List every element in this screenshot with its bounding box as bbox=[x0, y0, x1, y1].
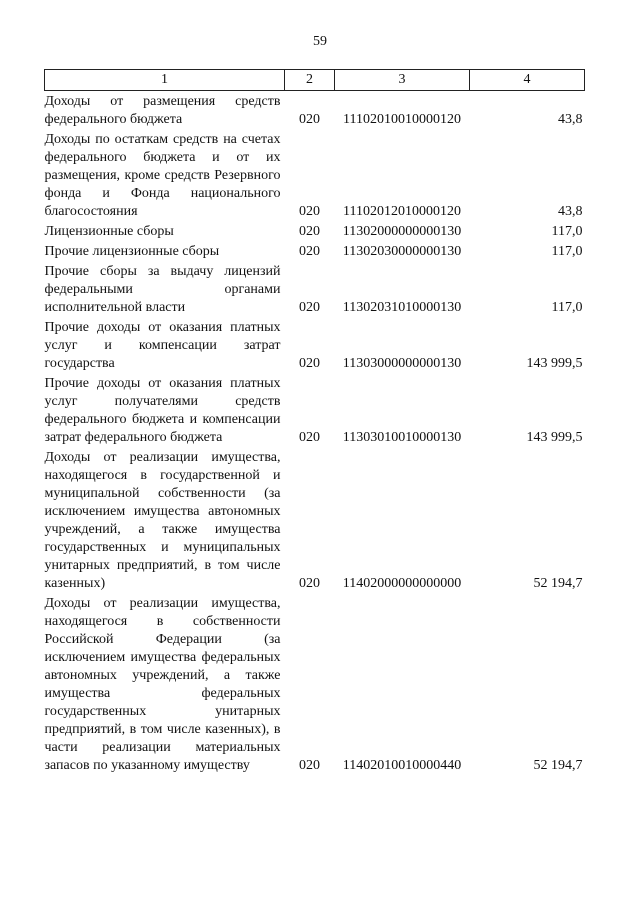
budget-classification-code: 11302030000000130 bbox=[342, 244, 462, 259]
admin-code: 020 bbox=[299, 112, 320, 127]
amount-value: 117,0 bbox=[551, 224, 583, 239]
header-col-2: 2 bbox=[285, 70, 335, 91]
amount-value: 117,0 bbox=[551, 244, 583, 259]
page-number: 59 bbox=[313, 34, 327, 49]
revenue-name: Доходы от реализации имущества, находящегося в государственной и муниципальной собственности (за исключением имущества автономных учреждений, а также имущества государственных и муниципальных унитарных предприятий, в том числе казенных) bbox=[44, 450, 281, 591]
revenue-name: Доходы по остаткам средств на счетах федерального бюджета и от их размещения, кроме средств Резервного фонда и Фонда национального благосостояния bbox=[44, 132, 281, 219]
admin-code: 020 bbox=[299, 576, 320, 591]
table-row bbox=[45, 373, 585, 447]
budget-classification-code: 11302000000000130 bbox=[342, 224, 462, 239]
header-col-3: 3 bbox=[335, 70, 470, 91]
amount-value: 43,8 bbox=[558, 204, 583, 219]
admin-code: 020 bbox=[299, 758, 320, 773]
admin-code: 020 bbox=[299, 204, 320, 219]
revenue-name: Прочие доходы от оказания платных услуг и компенсации затрат государства bbox=[44, 320, 281, 371]
amount-value: 52 194,7 bbox=[533, 576, 583, 591]
table-row bbox=[45, 221, 585, 241]
admin-code: 020 bbox=[299, 356, 320, 371]
revenue-name: Доходы от реализации имущества, находящегося в собственности Российской Федерации (за исключением имущества федеральных автономных учреждений, а также имущества федеральных государственных унитарных предприятий, в том числе казенных), в части реализации материальных запасов по указанному имуществу bbox=[44, 596, 281, 773]
revenue-name: Прочие сборы за выдачу лицензий федеральными органами исполнительной власти bbox=[44, 264, 281, 315]
admin-code: 020 bbox=[299, 430, 320, 445]
table-row bbox=[45, 317, 585, 373]
budget-classification-code: 11303000000000130 bbox=[342, 356, 462, 371]
table-row bbox=[45, 261, 585, 317]
table-header bbox=[45, 70, 585, 91]
budget-classification-code: 11402010010000440 bbox=[342, 758, 462, 773]
admin-code: 020 bbox=[299, 300, 320, 315]
budget-classification-code: 11302031010000130 bbox=[342, 300, 462, 315]
revenue-name: Лицензионные сборы bbox=[44, 224, 174, 239]
amount-value: 52 194,7 bbox=[533, 758, 583, 773]
admin-code: 020 bbox=[299, 224, 320, 239]
amount-value: 143 999,5 bbox=[526, 356, 583, 371]
table-row bbox=[45, 129, 585, 221]
amount-value: 43,8 bbox=[558, 112, 583, 127]
amount-value: 143 999,5 bbox=[526, 430, 583, 445]
budget-classification-code: 11102012010000120 bbox=[343, 204, 461, 219]
revenue-name: Прочие доходы от оказания платных услуг получателями средств федерального бюджета и компенсации затрат федерального бюджета bbox=[44, 376, 281, 445]
table-row bbox=[45, 241, 585, 261]
table-row bbox=[45, 91, 585, 130]
budget-classification-code: 11303010010000130 bbox=[342, 430, 462, 445]
amount-value: 117,0 bbox=[551, 300, 583, 315]
budget-classification-code: 11102010010000120 bbox=[343, 112, 461, 127]
revenue-name: Доходы от размещения средств федерального бюджета bbox=[44, 94, 281, 127]
table-row bbox=[45, 447, 585, 593]
header-col-4: 4 bbox=[470, 70, 585, 91]
revenue-name: Прочие лицензионные сборы bbox=[44, 244, 220, 259]
budget-classification-code: 11402000000000000 bbox=[342, 576, 462, 591]
admin-code: 020 bbox=[299, 244, 320, 259]
header-col-1: 1 bbox=[45, 70, 285, 91]
revenue-table bbox=[44, 69, 585, 775]
table-row bbox=[45, 593, 585, 775]
